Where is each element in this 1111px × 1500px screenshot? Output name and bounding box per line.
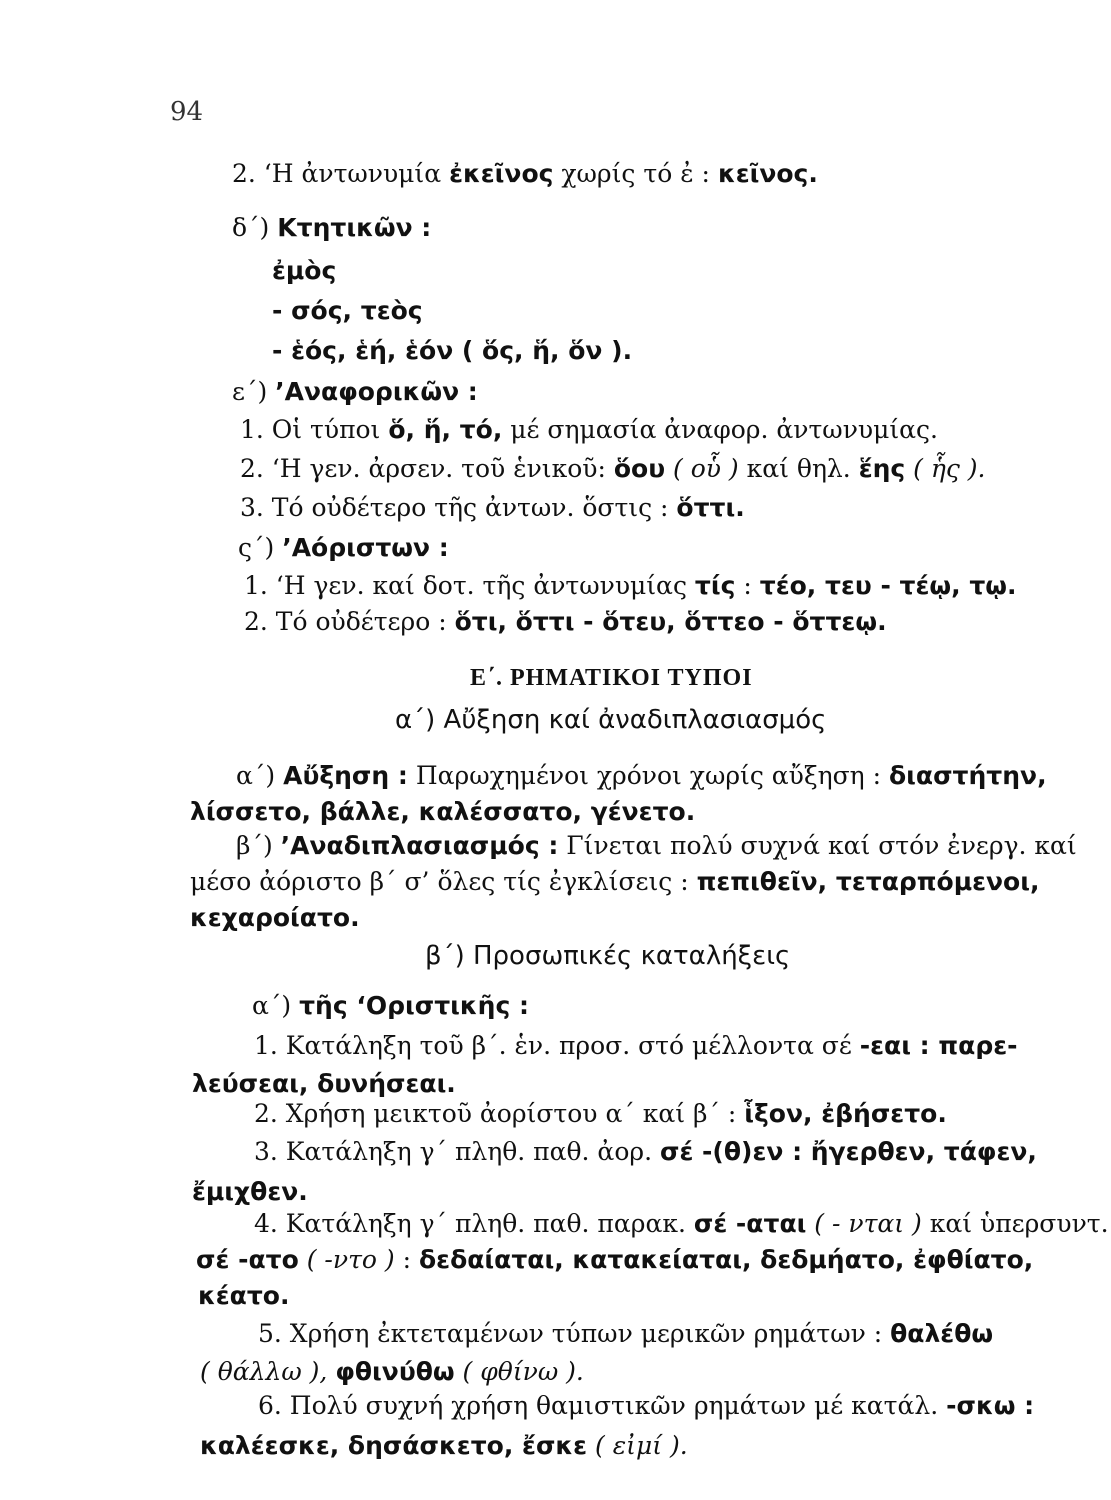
text-line: 3. Κατάληξη γ΄ πληθ. παθ. ἀορ. σέ -(θ)εν : ἤγερθεν, τάφεν, xyxy=(254,1137,1037,1166)
text-line: 2. ‘Η γεν. ἀρσεν. τοῦ ἑνικοῦ: ὅου ( οὗ ) καί θηλ. ἕης ( ἧς ). xyxy=(240,454,986,483)
text-line: λεύσεαι, δυνήσεαι. xyxy=(192,1069,456,1098)
subsection-title-augment: α΄) Αὔξηση καί ἀναδιπλασιασμός xyxy=(395,705,827,735)
text-line: - ἑός, ἑή, ἑόν ( ὅς, ἥ, ὅν ). xyxy=(272,336,633,365)
text-line: ἐμὸς xyxy=(272,256,337,285)
text-line: 3. Τό οὐδέτερο τῆς ἀντων. ὅστις : ὅττι. xyxy=(240,493,745,522)
text-line: α΄) Αὔξηση : Παρωχημένοι χρόνοι χωρίς αὔξηση : διαστήτην, xyxy=(236,761,1047,790)
text-line: 4. Κατάληξη γ΄ πληθ. παθ. παρακ. σέ -αται ( - νται ) καί ὑπερσυντ. xyxy=(254,1209,1109,1238)
page-number: 94 xyxy=(170,97,204,127)
section-heading-indefinite: ς΄) ’Αόριστων : xyxy=(238,533,449,562)
text-line: 1. ‘Η γεν. καί δοτ. τῆς ἀντωνυμίας τίς : τέο, τευ - τέῳ, τῳ. xyxy=(244,571,1017,600)
text-line: λίσσετο, βάλλε, καλέσσατο, γένετο. xyxy=(190,797,696,826)
text-line: ἔμιχθεν. xyxy=(192,1177,308,1206)
text-line: κεχαροίατο. xyxy=(190,903,360,932)
text-line: σέ -ατο ( -ντο ) : δεδαίαται, κατακείαται, δεδμήατο, ἐφθίατο, xyxy=(196,1245,1034,1274)
text-line: 2. Τό οὐδέτερο : ὅτι, ὅττι - ὅτευ, ὅττεο - ὅττεῳ. xyxy=(244,607,887,636)
text-line: 1. Κατάληξη τοῦ β΄. ἑν. προσ. στό μέλλοντα σέ -εαι : παρε- xyxy=(254,1031,1018,1060)
text-line: - σός, τεὸς xyxy=(272,296,423,325)
text-line: μέσο ἀόριστο β΄ σ’ ὅλες τίς ἐγκλίσεις : πεπιθεῖν, τεταρπόμενοι, xyxy=(190,867,1040,896)
text-line: 2. ‘Η ἀντωνυμία ἐκεῖνος χωρίς τό ἐ : κεῖνος. xyxy=(232,159,818,188)
subsection-title-endings: β΄) Προσωπικές καταλήξεις xyxy=(425,941,791,971)
text-line: καλέεσκε, δησάσκετο, ἔσκε ( εἰμί ). xyxy=(200,1431,688,1460)
text-line: β΄) ’Αναδιπλασιασμός : Γίνεται πολύ συχνά καί στόν ἐνεργ. καί xyxy=(236,831,1077,860)
text-line: ( θάλλω ), φθινύθω ( φθίνω ). xyxy=(200,1357,584,1386)
text-line: κέατο. xyxy=(198,1281,290,1310)
chapter-heading: Ε΄. ΡΗΜΑΤΙΚΟΙ ΤΥΠΟΙ xyxy=(470,665,753,691)
section-heading-indicative: α΄) τῆς ‘Οριστικῆς : xyxy=(252,991,530,1020)
text-line: 1. Οἱ τύποι ὅ, ἥ, τό, μέ σημασία ἀναφορ. ἀντωνυμίας. xyxy=(240,415,938,444)
text-line: 5. Χρήση ἐκτεταμένων τύπων μερικῶν ρημάτων : θαλέθω xyxy=(258,1319,994,1348)
text-line: 6. Πολύ συχνή χρήση θαμιστικῶν ρημάτων μέ κατάλ. -σκω : xyxy=(258,1391,1035,1420)
section-heading-possessive: δ΄) Κτητικῶν : xyxy=(232,213,432,242)
section-heading-relative: ε΄) ’Αναφορικῶν : xyxy=(232,377,478,406)
text-line: 2. Χρήση μεικτοῦ ἀορίστου α΄ καί β΄ : ἷξον, ἐβήσετο. xyxy=(254,1099,947,1128)
